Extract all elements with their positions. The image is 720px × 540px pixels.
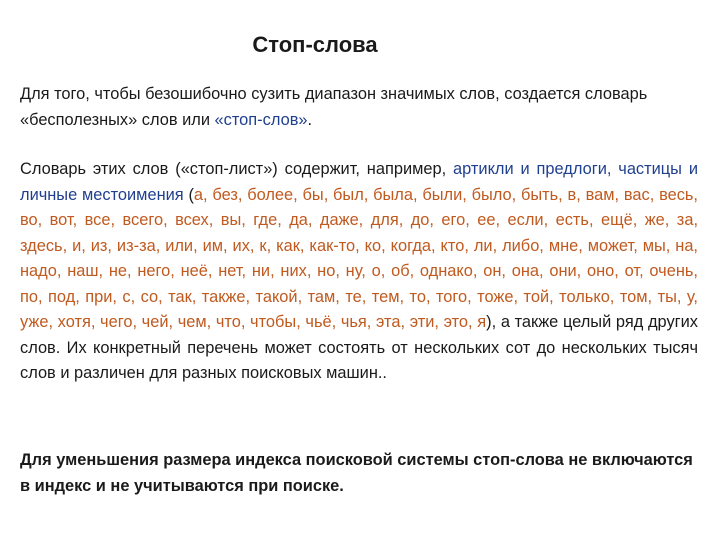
open-paren: ( (183, 185, 194, 204)
word-classes-term: артикли и предлоги, частицы и личные местоимения (20, 160, 698, 204)
definition-end: . (307, 110, 313, 129)
stop-words-term: «стоп-слов» (214, 110, 308, 129)
definition-text: Для того, чтобы безошибочно сузить диапазон значимых слов, создается словарь «бесполезных» слов или (20, 85, 648, 129)
definition-paragraph (20, 82, 698, 133)
stop-words-list: а, без, более, бы, был, была, были, было, быть, в, вам, вас, весь, во, вот, все, всего, всех, вы, где, да, даже, для, до, его, ее, если, есть, ещё, же, за, здесь, и, из, из-за, или, им, их, к, как, как-то, ко, когда, кто, ли, либо, мне, может, мы, на, надо, наш, не, него, неё, нет, ни, них, но, ну, о, об, однако, он, она, они, оно, от, очень, по, под, при, с, со, так, также, такой, там, те, тем, то, того, тоже, той, только, том, ты, у, уже, хотя, чего, чей, чем, что, чтобы, чьё, чья, эта, эти, это, я (20, 185, 698, 331)
slide-title: Стоп-слова (252, 32, 378, 57)
stop-list-close: ), а также целый ряд других слов. Их конкретный перечень может состоять от нескольких сот до нескольких тысяч слов и различен для разных поисковых машин.. (20, 313, 698, 382)
index-note-paragraph: Для уменьшения размера индекса поисковой системы стоп-слова не включаются в индекс и не учитываются при поиске. (20, 451, 693, 495)
stop-list-paragraph (20, 157, 698, 387)
stop-list-intro: Словарь этих слов («стоп-лист») содержит, например, (20, 160, 454, 178)
